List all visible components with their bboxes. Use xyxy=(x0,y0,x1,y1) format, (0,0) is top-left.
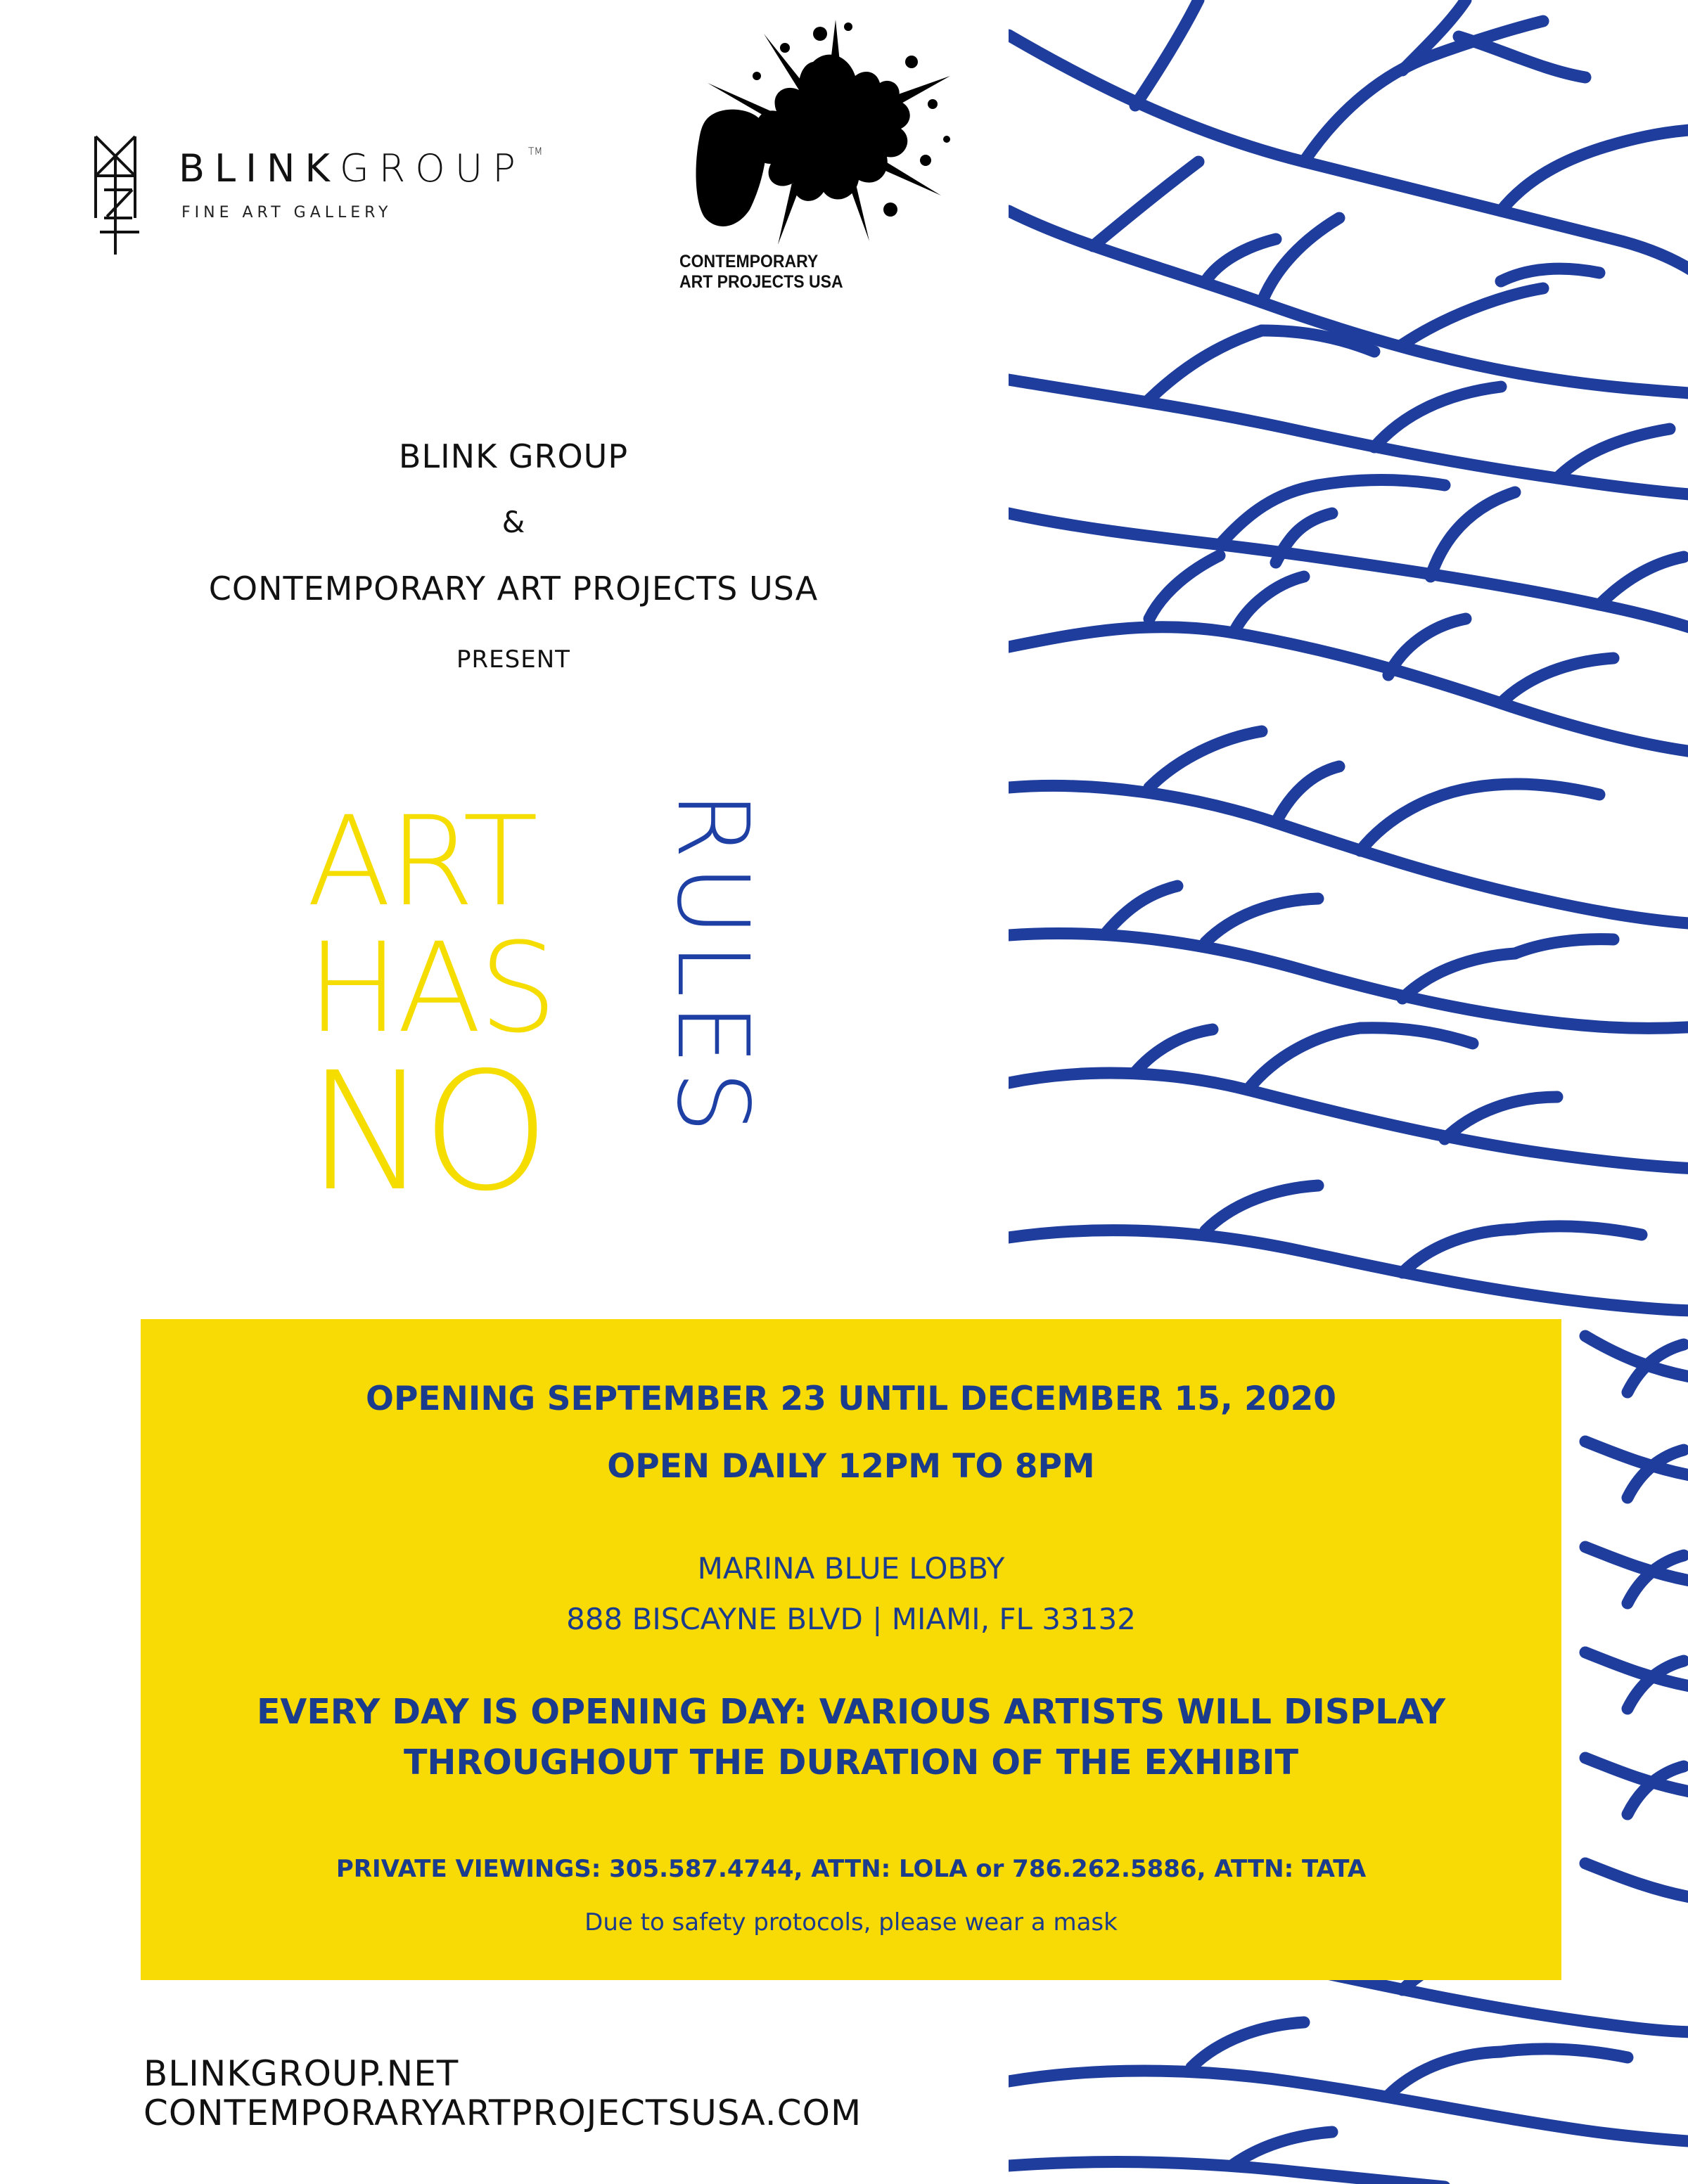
open-hours: OPEN DAILY 12PM TO 8PM xyxy=(607,1447,1095,1486)
opening-dates: OPENING SEPTEMBER 23 UNTIL DECEMBER 15, 2020 xyxy=(366,1380,1336,1418)
title-word-has: HAS xyxy=(307,916,555,1060)
cap-logo-text: CONTEMPORARY ART PROJECTS USA xyxy=(679,252,843,292)
blink-wordmark-light: GROUP xyxy=(339,146,525,191)
title-word-art: ART xyxy=(307,790,536,934)
artists-note-line-1: EVERY DAY IS OPENING DAY: VARIOUS ARTISTS WILL DISPLAY xyxy=(256,1692,1446,1732)
blink-wordmark-bold: BLINK xyxy=(179,146,340,191)
present-label: PRESENT xyxy=(456,645,570,674)
venue-address: 888 BISCAYNE BLVD | MIAMI, FL 33132 xyxy=(566,1602,1136,1636)
title-word-rules: RULES xyxy=(655,790,769,1139)
artists-note-line-2: THROUGHOUT THE DURATION OF THE EXHIBIT xyxy=(403,1742,1299,1782)
presenter-ampersand: & xyxy=(501,505,525,539)
private-viewings-contact: PRIVATE VIEWINGS: 305.587.4744, ATTN: LOLA or 786.262.5886, ATTN: TATA xyxy=(335,1855,1367,1883)
blink-group-wordmark xyxy=(179,146,542,191)
presenter-blink-group: BLINK GROUP xyxy=(398,437,629,475)
trademark-symbol: TM xyxy=(528,146,543,158)
ink-splatter-icon xyxy=(679,20,961,252)
mask-safety-note: Due to safety protocols, please wear a mask xyxy=(584,1908,1118,1936)
title-word-no: NO xyxy=(307,1037,544,1227)
website-contemporary-art-projects[interactable]: CONTEMPORARYARTPROJECTSUSA.COM xyxy=(143,2093,862,2133)
venue-name: MARINA BLUE LOBBY xyxy=(697,1551,1005,1586)
contemporary-art-projects-logo xyxy=(679,20,961,309)
blink-group-subtitle: FINE ART GALLERY xyxy=(181,204,392,221)
blink-group-mark-icon xyxy=(90,134,146,257)
website-blinkgroup[interactable]: BLINKGROUP.NET xyxy=(143,2053,459,2094)
blink-group-logo xyxy=(90,134,625,260)
event-info-box xyxy=(141,1319,1561,1980)
presenter-contemporary-art-projects: CONTEMPORARY ART PROJECTS USA xyxy=(208,570,819,608)
